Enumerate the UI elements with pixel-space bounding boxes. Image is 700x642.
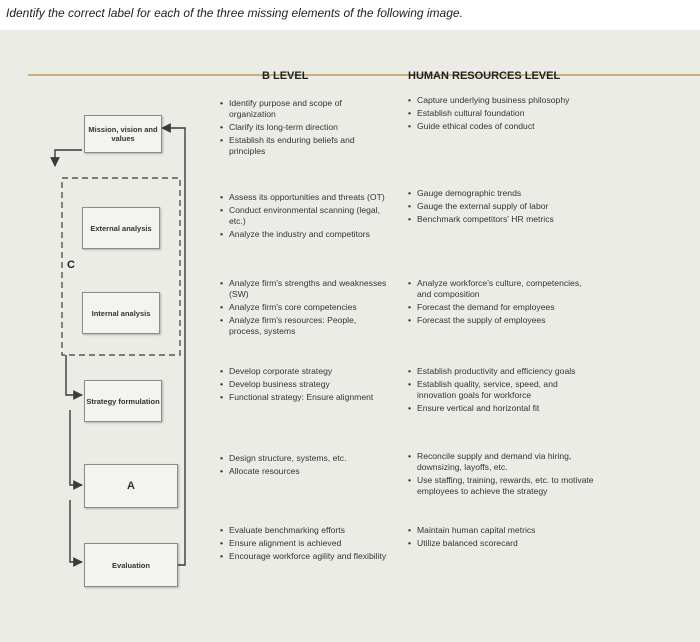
list-item: • Gauge the external supply of labor: [408, 201, 598, 212]
list-item: • Ensure vertical and horizontal fit: [408, 403, 598, 414]
list-item: • Analyze firm's strengths and weaknesses (SW): [220, 278, 390, 300]
diagram-card: [0, 30, 700, 642]
list-item: • Allocate resources: [220, 466, 390, 477]
list-item: • Analyze the industry and competitors: [220, 229, 390, 240]
missing-label-c: C: [67, 259, 75, 271]
list-item: • Assess its opportunities and threats (OT): [220, 192, 390, 203]
internal-analysis-box: Internal analysis: [82, 292, 160, 334]
list-item: • Functional strategy: Ensure alignment: [220, 392, 390, 403]
b-level-row-3: [220, 278, 390, 339]
list-item: • Analyze firm's resources: People, process, systems: [220, 315, 390, 337]
list-item: • Forecast the supply of employees: [408, 315, 598, 326]
hr-level-row-3: [408, 278, 598, 328]
mission-box: Mission, vision and values: [84, 115, 162, 153]
list-item: • Encourage workforce agility and flexibility: [220, 551, 390, 562]
hr-level-row-4: [408, 366, 598, 416]
b-level-row-4: [220, 366, 390, 405]
list-item: • Clarify its long-term direction: [220, 122, 390, 133]
list-item: • Conduct environmental scanning (legal, etc.): [220, 205, 390, 227]
list-item: • Guide ethical codes of conduct: [408, 121, 588, 132]
list-item: • Capture underlying business philosophy: [408, 95, 588, 106]
list-item: • Forecast the demand for employees: [408, 302, 598, 313]
list-item: • Establish cultural foundation: [408, 108, 588, 119]
list-item: • Design structure, systems, etc.: [220, 453, 390, 464]
question-text: Identify the correct label for each of the three missing elements of the following image.: [6, 6, 463, 20]
list-item: • Ensure alignment is achieved: [220, 538, 390, 549]
missing-label-a-box: A: [84, 464, 178, 508]
list-item: • Identify purpose and scope of organization: [220, 98, 390, 120]
list-item: • Establish its enduring beliefs and principles: [220, 135, 390, 157]
strategy-formulation-box: Strategy formulation: [84, 380, 162, 422]
b-level-row-1: [220, 98, 390, 159]
list-item: • Analyze workforce's culture, competencies, and composition: [408, 278, 598, 300]
b-level-header: B LEVEL: [262, 70, 309, 82]
b-level-row-2: [220, 192, 390, 242]
mission-down-line: [55, 150, 82, 166]
list-item: • Reconcile supply and demand via hiring, downsizing, layoffs, etc.: [408, 451, 598, 473]
hr-level-header: HUMAN RESOURCES LEVEL: [408, 70, 561, 82]
list-item: • Establish quality, service, speed, and innovation goals for workforce: [408, 379, 598, 401]
list-item: • Develop business strategy: [220, 379, 390, 390]
hr-level-row-6: [408, 525, 598, 551]
list-item: • Maintain human capital metrics: [408, 525, 598, 536]
list-item: • Gauge demographic trends: [408, 188, 598, 199]
evaluation-box: Evaluation: [84, 543, 178, 587]
list-item: • Use staffing, training, rewards, etc. to motivate employees to achieve the strategy: [408, 475, 598, 497]
to-evaluation-line: [70, 500, 82, 562]
to-a-line: [70, 410, 82, 485]
hr-level-row-1: [408, 95, 588, 134]
external-analysis-box: External analysis: [82, 207, 160, 249]
list-item: • Evaluate benchmarking efforts: [220, 525, 390, 536]
hr-level-row-5: [408, 451, 598, 499]
b-level-row-5: [220, 453, 390, 479]
list-item: • Analyze firm's core competencies: [220, 302, 390, 313]
list-item: • Develop corporate strategy: [220, 366, 390, 377]
list-item: • Utilize balanced scorecard: [408, 538, 598, 549]
list-item: • Benchmark competitors' HR metrics: [408, 214, 598, 225]
list-item: • Establish productivity and efficiency goals: [408, 366, 598, 377]
hr-level-row-2: [408, 188, 598, 227]
b-level-row-6: [220, 525, 390, 564]
to-strategy-line: [66, 355, 82, 395]
